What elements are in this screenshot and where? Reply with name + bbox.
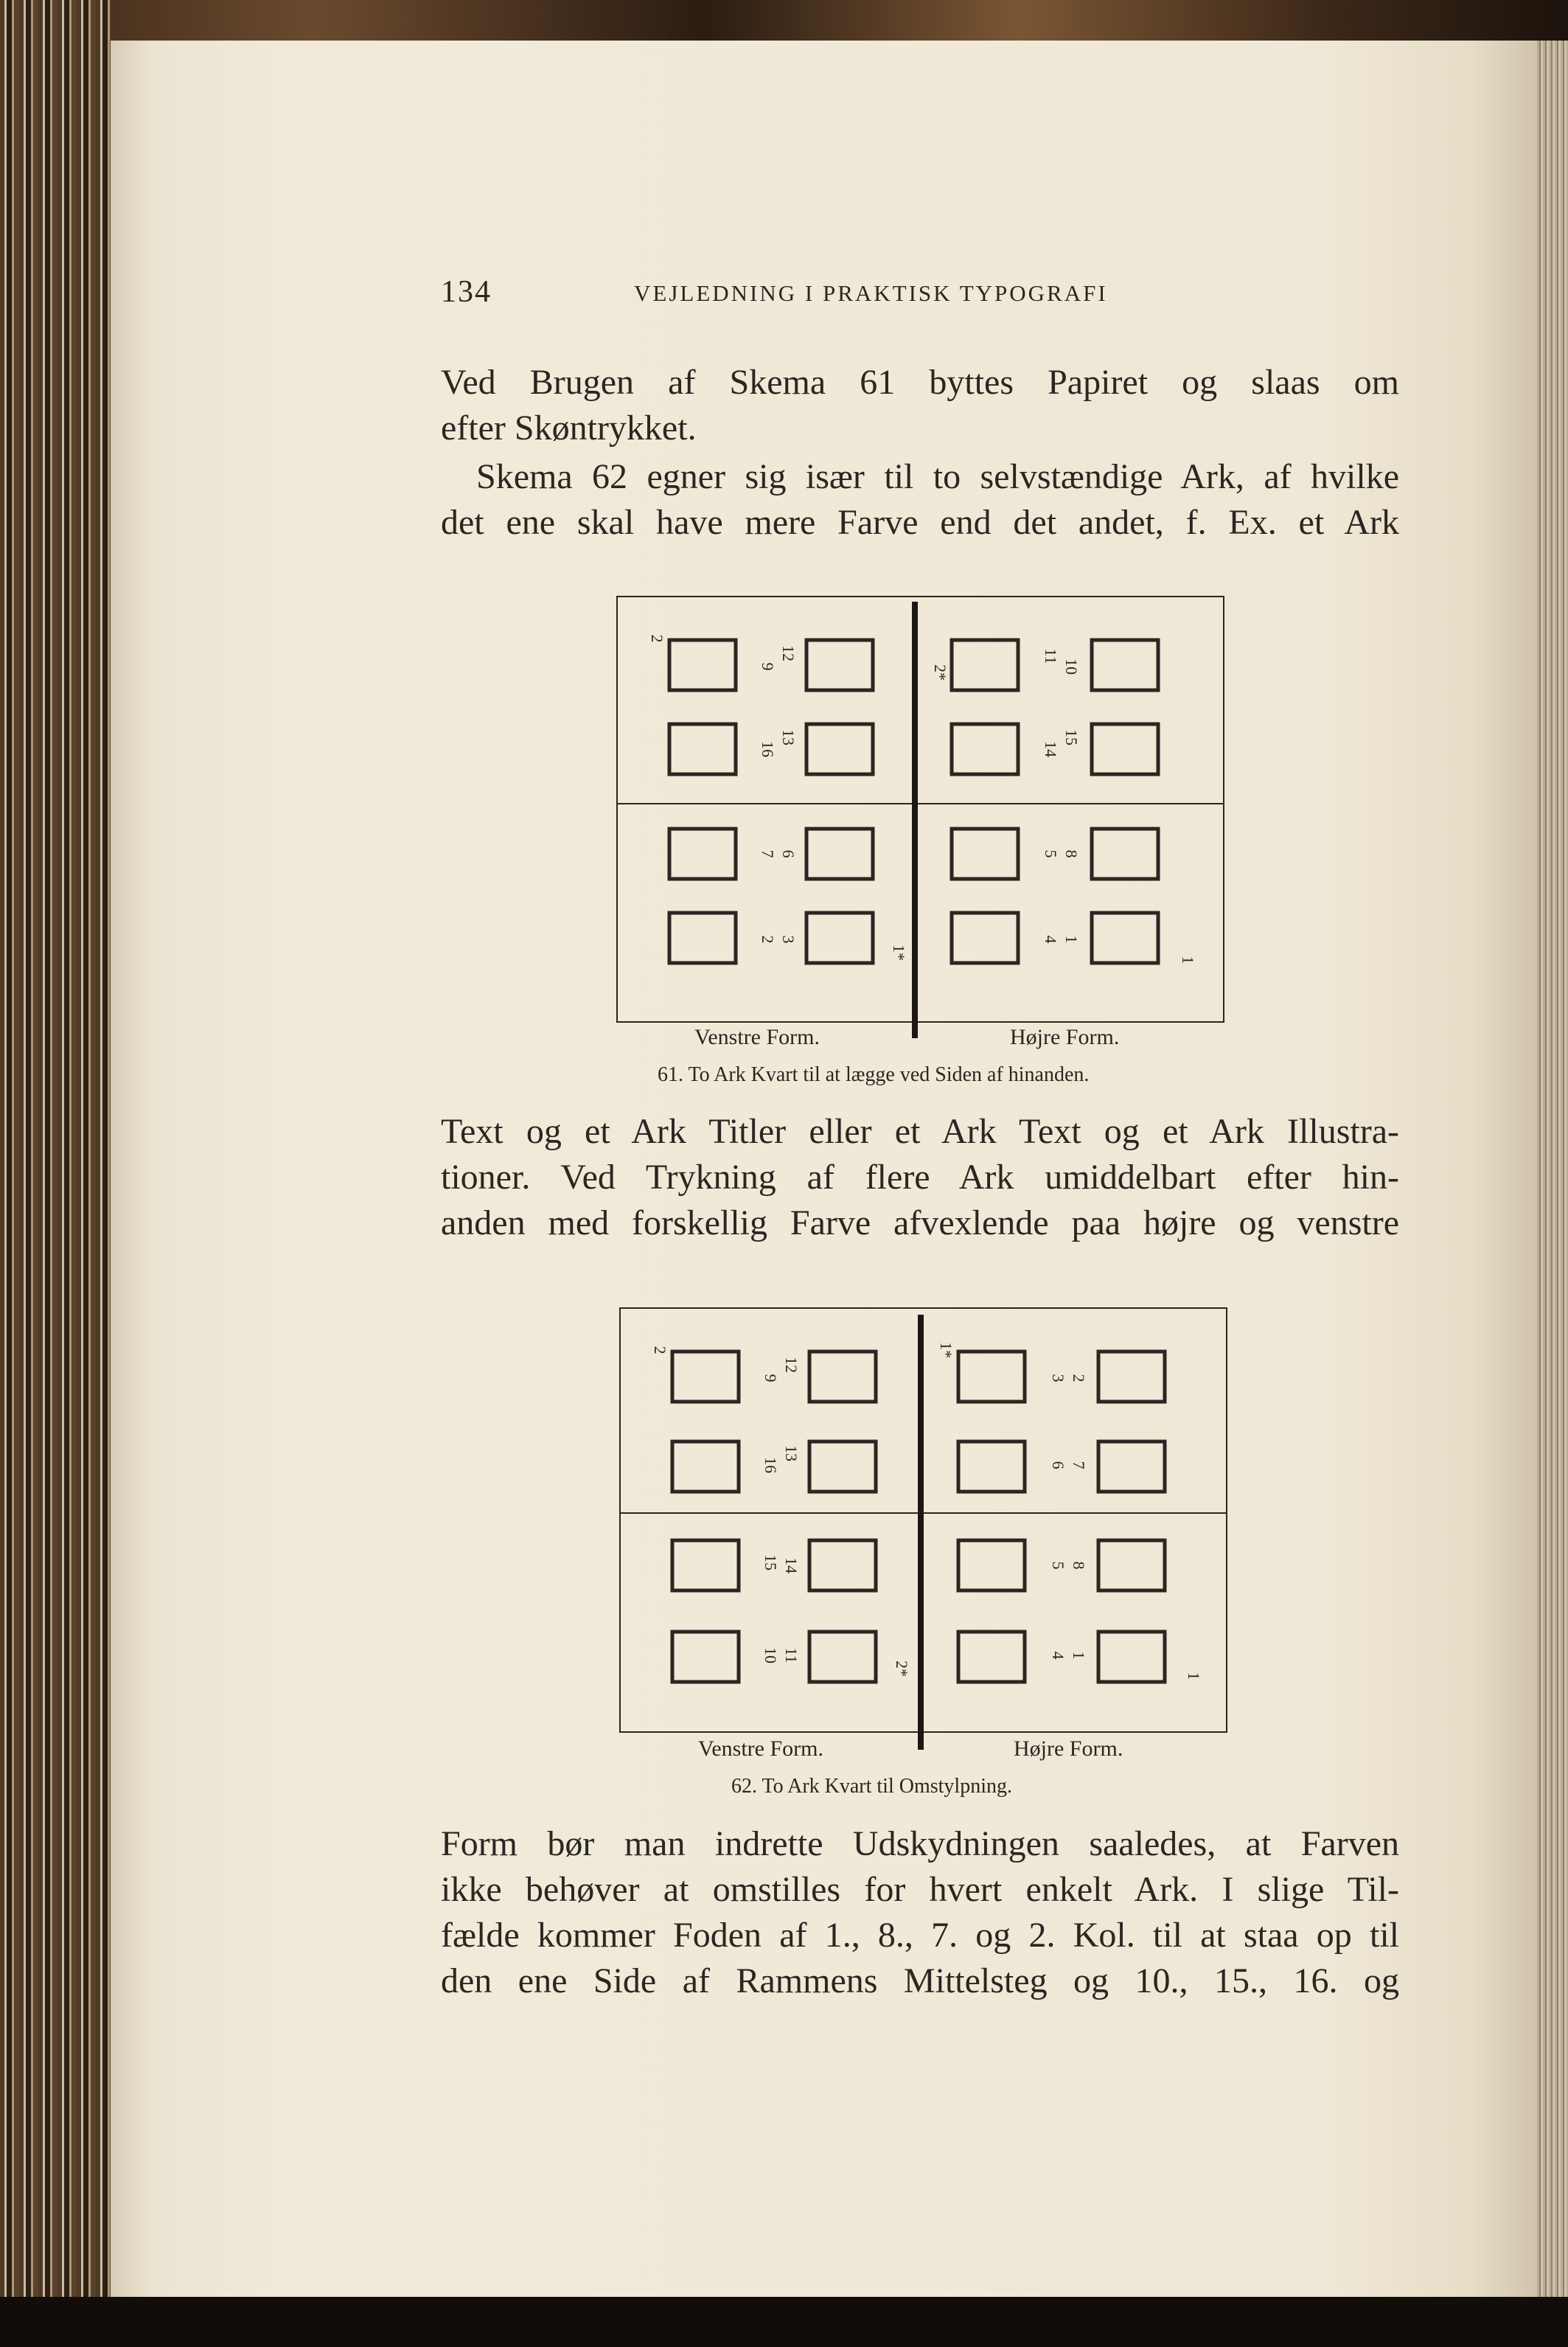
page-slot [672, 1442, 739, 1492]
figure-62-left-label: Venstre Form. [698, 1736, 823, 1761]
page-number-label: 6 [1049, 1461, 1067, 1470]
page-number-label: 14 [782, 1557, 801, 1574]
page-number-label: 16 [762, 1457, 780, 1473]
page-number-label: 9 [762, 1374, 780, 1383]
figure-61-caption: 61. To Ark Kvart til at lægge ved Siden af hinanden. [658, 1063, 1090, 1086]
page-slot [958, 1442, 1025, 1492]
page-slot [672, 1632, 739, 1682]
page-slot [952, 829, 1018, 879]
page-slot [1092, 829, 1158, 879]
page-number-label: 7 [759, 849, 777, 858]
page-number-label: 13 [779, 729, 798, 745]
page-number-label: 1 [1179, 956, 1197, 964]
imposition-scheme-62 [619, 1307, 1227, 1751]
text-line: den ene Side af Rammens Mittelsteg og 10., 15., 16. og [441, 1961, 1399, 2000]
page-number-label: 13 [782, 1445, 801, 1461]
figure-62 [619, 1307, 1227, 1751]
page-slot [1098, 1632, 1165, 1682]
page-slot [952, 724, 1018, 774]
right-form-pages [952, 640, 1158, 963]
page-number-label: 4 [1042, 935, 1060, 944]
page-number-label: 4 [1049, 1651, 1067, 1660]
figure-61 [616, 596, 1224, 1038]
text-line: Skema 62 egner sig især til to selvstændige Ark, af hvilke [476, 457, 1399, 496]
page-slot [672, 1540, 739, 1590]
page-slot [1098, 1540, 1165, 1590]
page-slot [958, 1540, 1025, 1590]
page-slot [669, 724, 736, 774]
page-slot [806, 640, 873, 690]
page-slot [809, 1352, 876, 1402]
page-slot [809, 1442, 876, 1492]
page-number-label: 15 [762, 1554, 780, 1571]
page-number-label: 8 [1062, 849, 1081, 858]
running-head: VEJLEDNING I PRAKTISK TYPOGRAFI [634, 280, 1108, 306]
page-number-label: 10 [762, 1647, 780, 1663]
left-form-pages [669, 640, 873, 963]
text-line: Text og et Ark Titler eller et Ark Text og et Ark Illustra- [441, 1112, 1399, 1151]
page-slot [809, 1540, 876, 1590]
page-header [441, 274, 1237, 311]
page-number-label: 14 [1042, 741, 1060, 757]
page-slot [809, 1632, 876, 1682]
page-slot [1092, 913, 1158, 963]
page-number-label: 11 [782, 1647, 801, 1663]
page-number-label: 12 [779, 645, 798, 661]
page-slot [669, 640, 736, 690]
text-line: anden med forskellig Farve afvexlende paa højre og venstre [441, 1203, 1399, 1242]
page-number-label: 5 [1042, 849, 1060, 858]
page-number-label: 15 [1062, 729, 1081, 745]
page-number-label: 2 [651, 1346, 669, 1355]
text-line: Ved Brugen af Skema 61 byttes Papiret og slaas om [441, 363, 1399, 402]
page-number-label: 7 [1070, 1461, 1088, 1470]
page-number-label: 1 [1185, 1672, 1203, 1680]
bottom-background [0, 2297, 1568, 2347]
page-slot [806, 724, 873, 774]
page-number-label: 9 [759, 662, 777, 671]
book-binding [0, 0, 111, 2347]
page-number-label: 6 [779, 849, 798, 858]
page-slot [806, 913, 873, 963]
figure-62-caption: 62. To Ark Kvart til Omstylpning. [731, 1775, 1012, 1798]
page-slot [806, 829, 873, 879]
text-line: efter Skøntrykket. [441, 408, 697, 448]
page-number-label: 2 [759, 935, 777, 944]
left-form-pages [672, 1352, 876, 1682]
page-slot [952, 640, 1018, 690]
page-number-label: 2* [893, 1661, 911, 1677]
page-number-label: 16 [759, 741, 777, 757]
page-number-label: 11 [1042, 648, 1060, 664]
page-slot [1092, 640, 1158, 690]
page-number-label: 1* [937, 1342, 955, 1358]
page-slot [952, 913, 1018, 963]
text-line: fælde kommer Foden af 1., 8., 7. og 2. Kol. til at staa op til [441, 1916, 1399, 1955]
page-number-label: 3 [1049, 1374, 1067, 1383]
page-number-label: 8 [1070, 1561, 1088, 1570]
page-slot [1098, 1442, 1165, 1492]
page-number: 134 [441, 275, 492, 309]
imposition-scheme-61 [616, 596, 1224, 1038]
page-slot [669, 913, 736, 963]
page-number-label: 3 [779, 935, 798, 944]
figure-61-right-label: Højre Form. [1010, 1025, 1120, 1049]
page-slot [669, 829, 736, 879]
page-slot [1098, 1352, 1165, 1402]
text-line: tioner. Ved Trykning af flere Ark umiddelbart efter hin- [441, 1158, 1399, 1197]
text-line: Form bør man indrette Udskydningen saaledes, at Farven [441, 1824, 1399, 1863]
text-line: det ene skal have mere Farve end det andet, f. Ex. et Ark [441, 503, 1399, 542]
page-slot [958, 1632, 1025, 1682]
page-number-label: 1 [1070, 1651, 1088, 1660]
figure-61-left-label: Venstre Form. [694, 1025, 820, 1049]
page-number-label: 12 [782, 1357, 801, 1373]
page-number-label: 2* [931, 664, 949, 681]
page-number-label: 2 [648, 634, 666, 643]
page-fore-edge [1537, 41, 1568, 2297]
page-number-label: 5 [1049, 1561, 1067, 1570]
page-slot [1092, 724, 1158, 774]
page-number-label: 1* [890, 945, 908, 961]
page-slot [958, 1352, 1025, 1402]
right-form-pages [958, 1352, 1165, 1682]
page-number-label: 1 [1062, 935, 1081, 944]
figure-62-right-label: Højre Form. [1014, 1736, 1123, 1761]
page-number-label: 2 [1070, 1374, 1088, 1383]
page-number-label: 10 [1062, 658, 1081, 675]
text-line: ikke behøver at omstilles for hvert enkelt Ark. I slige Til- [441, 1870, 1399, 1909]
page-slot [672, 1352, 739, 1402]
